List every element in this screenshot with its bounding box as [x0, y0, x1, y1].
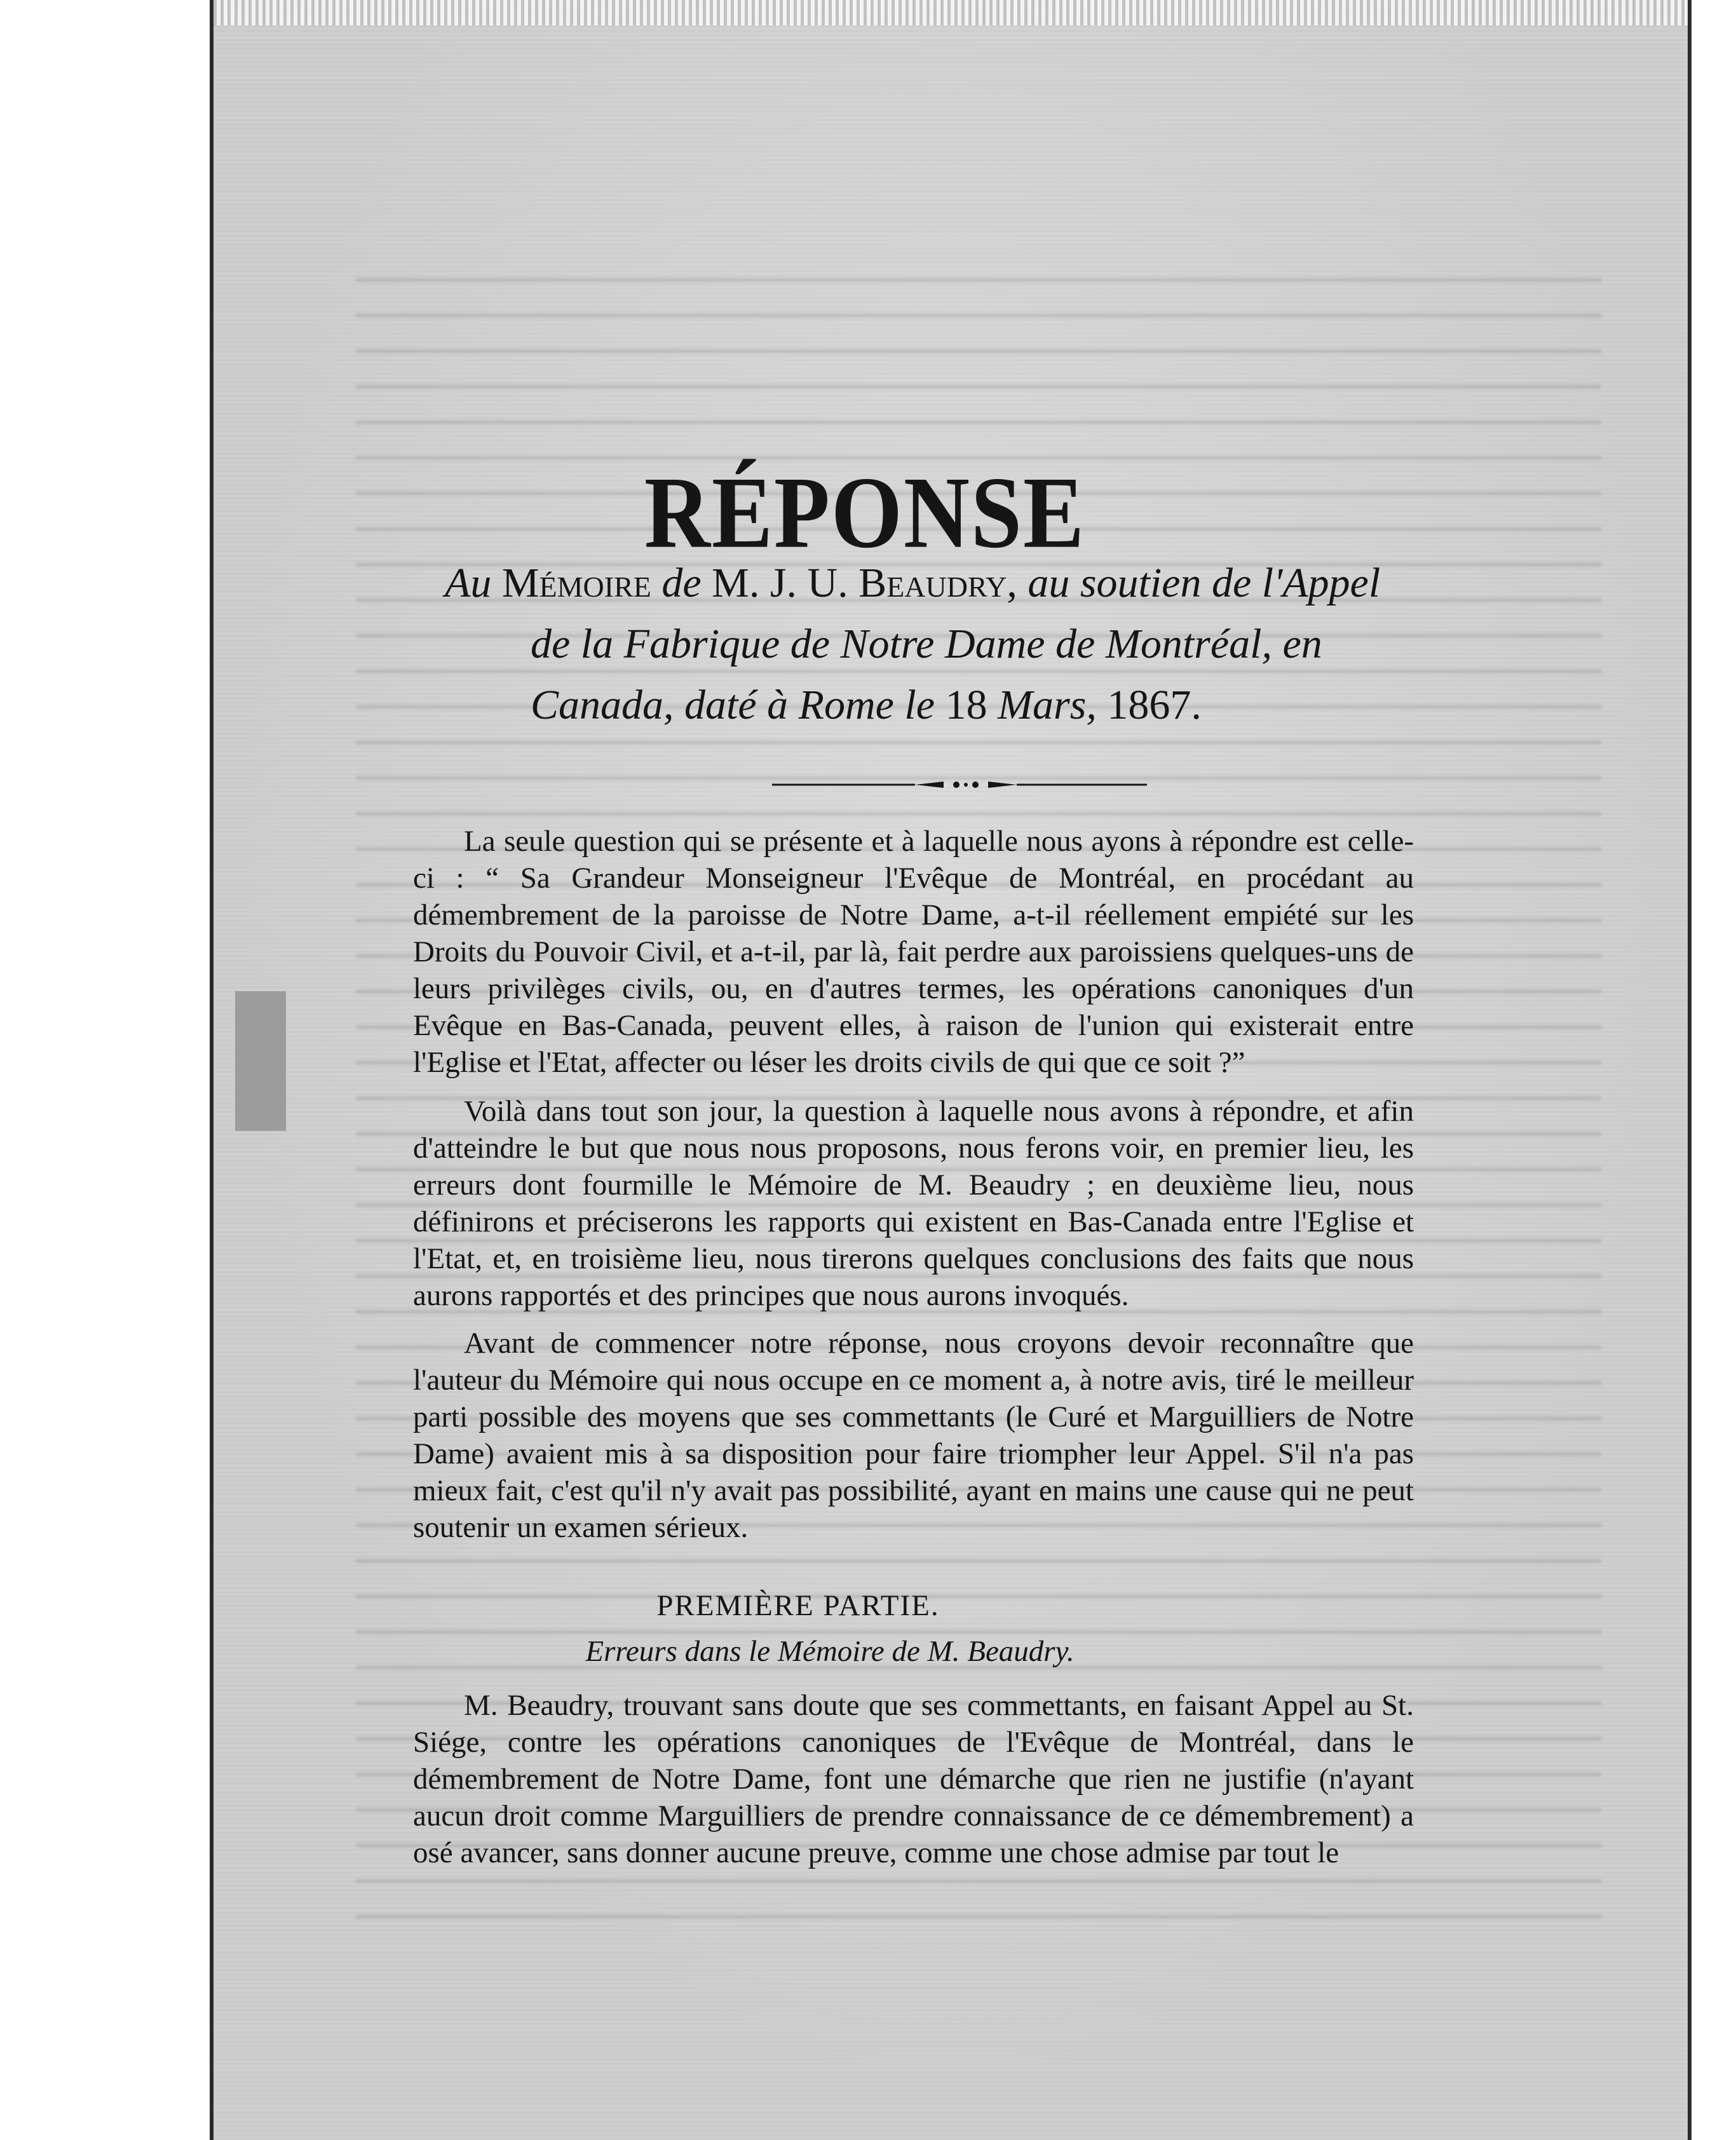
document-subtitle: [445, 553, 1481, 736]
subtitle-memoire: Mémoire: [501, 560, 651, 606]
page-right-border: [1688, 0, 1692, 2140]
subtitle-line-1: [445, 553, 1481, 614]
subtitle-author-name: M. J. U. Beaudry,: [712, 560, 1017, 606]
subtitle-line-3: [445, 675, 1481, 736]
page-top-edge: [210, 0, 1692, 25]
section-paragraph: M. Beaudry, trouvant sans doute que ses commettants, en faisant Appel au St. Siége, contre les opérations canoniques de l'Evêque de Montréal, dans le démembrement de Notre Dame, font une démarche que rien ne justifie (n'ayant aucun droit comme Marguilliers de prendre connaissance de ce démembrement) a osé avancer, sans donner aucune preuve, comme une chose admise par tout le: [413, 1689, 1414, 1869]
subtitle-word: de: [661, 560, 702, 606]
binding-mark: [235, 991, 286, 1131]
section-subheading: Erreurs dans le Mémoire de M. Beaudry.: [585, 1635, 1075, 1668]
subtitle-month: Mars,: [998, 682, 1097, 728]
subtitle-year: 1867.: [1107, 682, 1202, 728]
subtitle-line-2: de la Fabrique de Notre Dame de Montréal, en: [531, 621, 1322, 667]
paragraph: La seule question qui se présente et à laquelle nous ayons à répondre est celle-ci : “ Sa Grandeur Monseigneur l'Evêque de Montréal, en procédant au démembrement de la paroisse de Notre Dame, a-t-il réellement empiété sur les Droits du Pouvoir Civil, et a-t-il, par là, fait perdre aux paroissiens quelques-uns de leurs privilèges civils, ou, en d'autres termes, les opérations canoniques d'un Evêque en Bas-Canada, peuvent elles, à raison de l'union qui existerait entre l'Eglise et l'Etat, affecter ou léser les droits civils de qui que ce soit ?”: [413, 825, 1414, 1079]
subtitle-word: Au: [445, 560, 492, 606]
paragraph: Avant de commencer notre réponse, nous croyons devoir reconnaître que l'auteur du Mémoire qui nous occupe en ce moment a, à notre avis, tiré le meilleur parti possible des moyens que ses commettants (le Curé et Marguilliers de Notre Dame) avaient mis à sa disposition pour faire triompher leur Appel. S'il n'a pas mieux fait, c'est qu'il n'y avait pas possibilité, ayant en mains une cause qui ne peut soutenir un examen sérieux.: [413, 1327, 1414, 1544]
subtitle-word: au soutien de l'Appel: [1027, 560, 1381, 606]
paragraph: Voilà dans tout son jour, la question à laquelle nous avons à répondre, et afin d'atteindre le but que nous nous proposons, nous ferons voir, en premier lieu, les erreurs dont fourmille le Mémoire de M. Beaudry ; en deuxième lieu, nous définirons et préciserons les rapports qui existent en Bas-Canada entre l'Eglise et l'Etat, et, en troisième lieu, nous tirerons quelques conclusions des faits que nous aurons rapportés et des principes que nous aurons invoqués.: [413, 1095, 1414, 1312]
page-left-border: [210, 0, 214, 2140]
scan-margin: [0, 0, 6, 2140]
subtitle-word: Canada, daté à Rome le: [531, 682, 935, 728]
section-heading: PREMIÈRE PARTIE.: [656, 1589, 940, 1622]
subtitle-day: 18: [945, 682, 987, 728]
ornament-divider: [772, 778, 1147, 791]
document-title: RÉPONSE: [644, 456, 1086, 570]
